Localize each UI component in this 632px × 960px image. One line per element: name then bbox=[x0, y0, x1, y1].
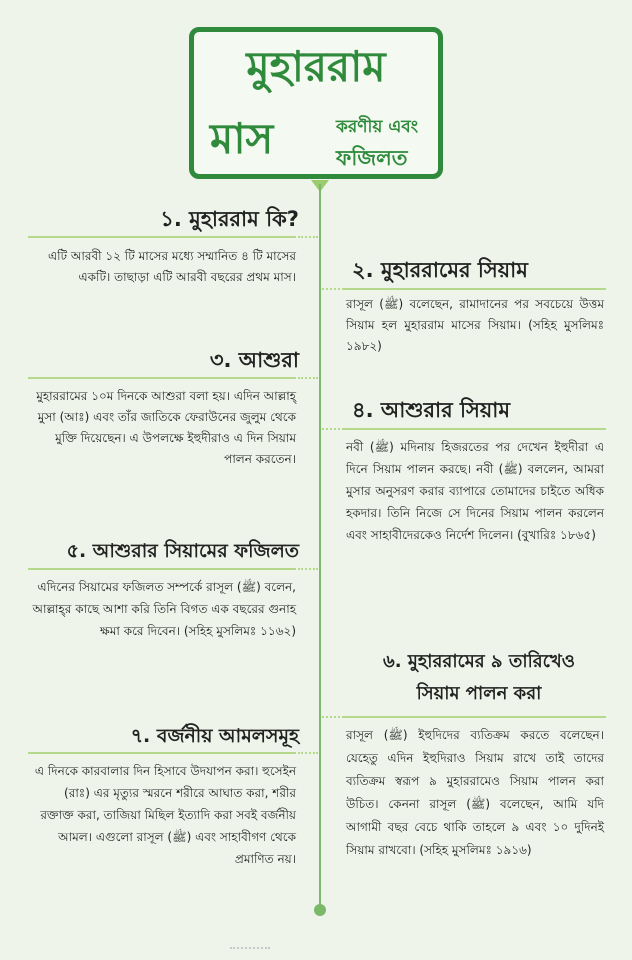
page-title: মুহাররাম bbox=[246, 42, 386, 91]
section-3-connector bbox=[298, 377, 318, 379]
section-1-heading: ১. মুহাররাম কি? bbox=[160, 207, 299, 231]
section-2-heading: ২. মুহাররামের সিয়াম bbox=[352, 258, 528, 282]
section-1-rule bbox=[28, 236, 296, 238]
section-1-text: এটি আরবী ১২ টি মাসের মধ্যে সম্মানিত ৪ টি মাসের একটি। তাছাড়া এটি আরবী বছরের প্রথম মাস। bbox=[47, 249, 296, 284]
timeline-line bbox=[319, 184, 321, 908]
section-3-rule bbox=[28, 377, 296, 379]
timeline-end-dot bbox=[314, 904, 326, 916]
section-4-text: নবী (ﷺ) মদিনায় হিজরতের পর দেখেন ইহুদীরা এ দিনে সিয়াম পালন করছে। নবী (ﷺ) বললেন, আমরা মুসার অনুসরণ করার ব্যাপারে তোমাদের চাইতে অধিক হকদার। তিনি নিজে সে দিনের সিয়াম পালন করলেন এবং সাহাবীদেরকেও নির্দেশ দিলেন। (বুখারিঃ ১৮৬৫) bbox=[346, 440, 604, 542]
section-7-heading: ৭. বর্জনীয় আমলসমূহ bbox=[130, 725, 299, 747]
section-1-connector bbox=[298, 236, 318, 238]
section-3-text: মুহাররামের ১০ম দিনকে আশুরা বলা হয়। এদিন আল্লাহ্‌ মুসা (আঃ) এবং তাঁর জাতিকে ফেরাউনের জুলুম থেকে মুক্তি দিয়েছেন। এ উপলক্ষে ইহুদীরাও এ দিন সিয়াম পালন করতেন। bbox=[36, 389, 296, 466]
section-2-rule bbox=[344, 288, 606, 290]
section-4-heading: ৪. আশুরার সিয়াম bbox=[352, 398, 510, 422]
section-6-rule bbox=[344, 716, 606, 718]
section-7-text: এ দিনকে কারবালার দিন হিসাবে উদযাপন করা। হুসেইন (রাঃ) এর মৃত্যুর স্মরনে শরীরে আঘাত করা, শরীর রক্তাক্ত করা, তাজিয়া মিছিল ইত্যাদি করা সবই বর্জনীয় আমল। এগুলো রাসূল (ﷺ) এবং সাহাবীগণ থেকে প্রমাণিত নয়। bbox=[34, 764, 296, 866]
page-subtitle-duties: করণীয় এবং bbox=[336, 117, 419, 137]
title-box bbox=[189, 27, 443, 179]
section-6-heading-line1: ৬. মুহাররামের ৯ তারিখেও bbox=[383, 651, 575, 672]
section-5-heading: ৫. আশুরার সিয়ামের ফজিলত bbox=[66, 540, 299, 562]
section-3-heading: ৩. আশুরা bbox=[209, 348, 299, 372]
section-2-connector bbox=[322, 288, 344, 290]
page-subtitle-virtues: ফজিলত bbox=[336, 146, 408, 170]
footer-dots bbox=[230, 947, 270, 949]
section-7-rule bbox=[28, 752, 296, 754]
section-4-connector bbox=[322, 428, 344, 430]
section-4-rule bbox=[344, 428, 606, 430]
section-5-rule bbox=[28, 568, 296, 570]
section-7-connector bbox=[298, 752, 318, 754]
section-6-connector bbox=[322, 716, 344, 718]
section-2-text: রাসূল (ﷺ) বলেছেন, রামাদানের পর সবচেয়ে উত্তম সিয়াম হল মুহাররাম মাসের সিয়াম। (সহিহ মুসলিমঃ ১৯৮২) bbox=[346, 297, 605, 353]
section-5-connector bbox=[298, 568, 318, 570]
section-6-text: রাসূল (ﷺ) ইহুদিদের ব্যতিক্রম করতে বলেছেন। যেহেতু এদিন ইহুদিরাও সিয়াম রাখে তাই তাদের ব্যতিক্রম স্বরূপ ৯ মুহাররামেও সিয়াম পালন করা উচিত। কেননা রাসূল (ﷺ) বলেছেন, আমি যদি আগামী বছর বেচে থাকি তাহলে ৯ এবং ১০ দুদিনই সিয়াম রাখবো। (সহিহ মুসলিমঃ ১৯১৬) bbox=[346, 728, 604, 857]
section-5-text: এদিনের সিয়ামের ফজিলত সম্পর্কে রাসূল (ﷺ) বলেন, আল্লাহ্‌র কাছে আশা করি তিনি বিগত এক বছরের গুনাহ ক্ষমা করে দিবেন। (সহিহ মুসলিমঃ ১১৬২) bbox=[32, 580, 296, 638]
page-title-month: মাস bbox=[210, 114, 274, 163]
section-6-heading-line2: সিয়াম পালন করা bbox=[416, 683, 542, 704]
